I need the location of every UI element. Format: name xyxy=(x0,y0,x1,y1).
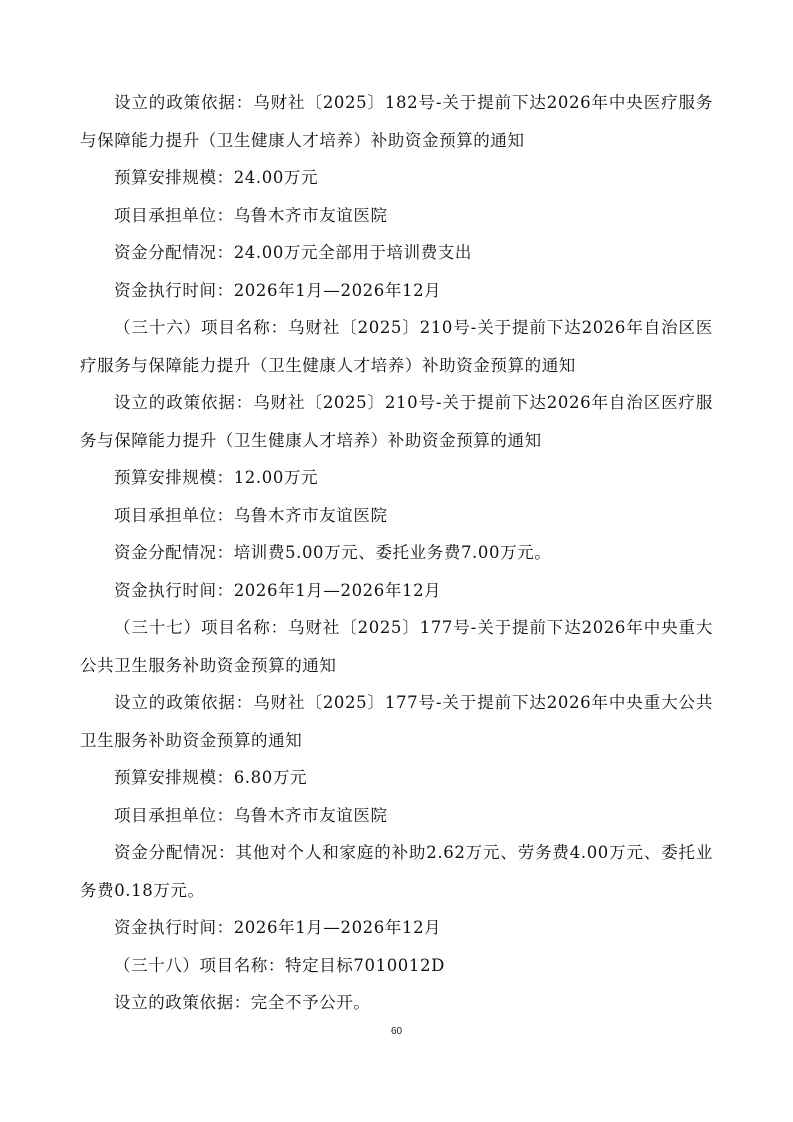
paragraph-budget-scale-35: 预算安排规模：24.00万元 xyxy=(114,168,319,187)
paragraph-execution-time-36: 资金执行时间：2026年1月—2026年12月 xyxy=(114,580,442,600)
paragraph-budget-scale-37: 预算安排规模：6.80万元 xyxy=(114,768,308,787)
paragraph-undertaking-unit-37: 项目承担单位：乌鲁木齐市友谊医院 xyxy=(114,805,388,825)
paragraph-project-name-38: （三十八）项目名称：特定目标7010012D xyxy=(114,955,445,975)
paragraph-fund-allocation-37: 资金分配情况：其他对个人和家庭的补助2.62万元、劳务费4.00万元、委托业务费0.18万元。 xyxy=(80,843,713,900)
paragraph-policy-basis-35: 设立的政策依据：乌财社〔2025〕182号-关于提前下达2026年中央医疗服务与保障能力提升（卫生健康人才培养）补助资金预算的通知 xyxy=(80,93,713,150)
paragraph-project-name-36: （三十六）项目名称：乌财社〔2025〕210号-关于提前下达2026年自治区医疗服务与保障能力提升（卫生健康人才培养）补助资金预算的通知 xyxy=(80,318,713,375)
paragraph-policy-basis-38: 设立的政策依据：完全不予公开。 xyxy=(114,993,371,1012)
paragraph-policy-basis-36: 设立的政策依据：乌财社〔2025〕210号-关于提前下达2026年自治区医疗服务与保障能力提升（卫生健康人才培养）补助资金预算的通知 xyxy=(80,393,713,450)
paragraph-budget-scale-36: 预算安排规模：12.00万元 xyxy=(114,468,319,487)
paragraph-execution-time-37: 资金执行时间：2026年1月—2026年12月 xyxy=(114,918,442,937)
paragraph-undertaking-unit-36: 项目承担单位：乌鲁木齐市友谊医院 xyxy=(114,505,388,525)
paragraph-project-name-37: （三十七）项目名称：乌财社〔2025〕177号-关于提前下达2026年中央重大公共卫生服务补助资金预算的通知 xyxy=(80,618,713,675)
paragraph-policy-basis-37: 设立的政策依据：乌财社〔2025〕177号-关于提前下达2026年中央重大公共卫生服务补助资金预算的通知 xyxy=(80,693,713,750)
paragraph-fund-allocation-36: 资金分配情况：培训费5.00万元、委托业务费7.00万元。 xyxy=(114,543,552,562)
paragraph-undertaking-unit-35: 项目承担单位：乌鲁木齐市友谊医院 xyxy=(114,205,388,225)
paragraph-execution-time-35: 资金执行时间：2026年1月—2026年12月 xyxy=(114,280,442,300)
page-number: 60 xyxy=(390,1026,403,1037)
paragraph-fund-allocation-35: 资金分配情况：24.00万元全部用于培训费支出 xyxy=(114,243,473,262)
document-body xyxy=(80,84,713,1022)
